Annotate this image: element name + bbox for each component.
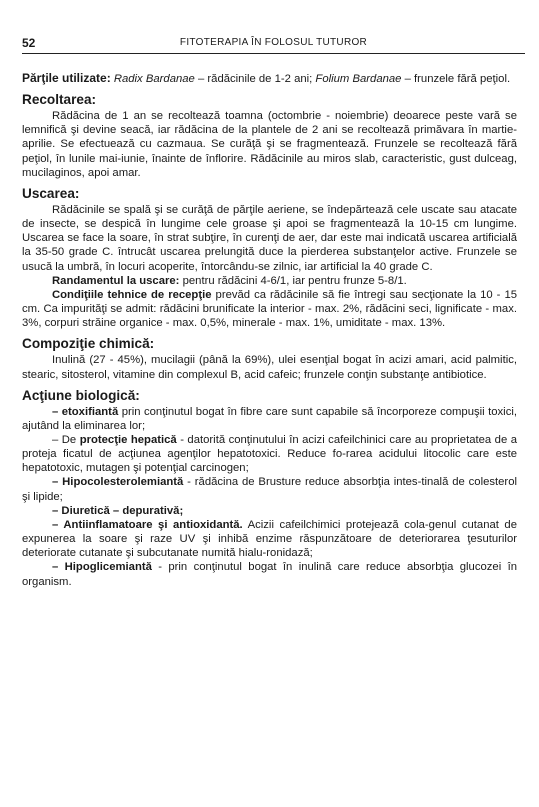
action-item-prefix: – De <box>52 433 80 446</box>
action-item <box>22 504 517 518</box>
action-item <box>22 518 517 560</box>
action-item <box>22 560 517 588</box>
drying-heading: Uscarea: <box>22 185 80 201</box>
drying-yield-text: pentru rădăcini 4-6/1, iar pentru frunze 5-8/1. <box>179 274 407 287</box>
action-item-label: – etoxifiantă <box>52 405 119 418</box>
page-header <box>22 34 525 52</box>
used-parts-label: Părţile utilizate: <box>22 71 111 85</box>
drying-paragraph: Rădăcinile se spală şi se curăţă de părţile aeriene, se îndepărtează cele uscate sau atacate de insecte, se despică în lungime cele groase şi apoi se fragmentează la 10-15 cm lungime. Uscarea se face la soare, în strat subţire, în curenţi de aer, dar este mai indicată uscarea artificială la 35-50 grade C. întrucât uscarea prelungită duce la pierderea substanţelor active. Frunzele se usucă la umbră, în locuri acoperite, întorcându-se zilnic, iar artificial la 40 grade C. <box>22 203 517 273</box>
header-rule <box>22 53 525 54</box>
reception-conditions-label: Condiţiile tehnice de recepţie <box>52 288 212 301</box>
radix-name: Radix Bardanae <box>113 73 195 85</box>
action-item <box>22 475 517 503</box>
action-item-label: – Hipocolesterolemiantă <box>52 476 184 489</box>
reception-conditions-text: prevăd ca rădăcinile să fie întregi sau secţionate la 10 - 15 cm. Ca impurităţi se admit: rădăcini brunificate la interior - max. 2%, rădăcini seci, lignificate - max. 3%, corpuri străine organice - max. 0,5%, minerale - max. 1%, umiditate - max. 13%. <box>22 288 518 330</box>
folium-description: – frunzele fără peţiol. <box>401 73 511 85</box>
action-item <box>22 405 517 433</box>
action-item-text: Acizii cafeilchimici protejează cola-genul cutanat de expunerea la soare şi raze UV şi inhibă enzime răspunzătoare de deteriorarea ţesuturilor deteriorate cutanate şi subcutanate numită hialu-ronidază; <box>22 518 517 560</box>
biological-action-heading: Acţiune biologică: <box>22 387 140 403</box>
action-item-label: – Antiinflamatoare şi antioxidantă. <box>52 518 243 531</box>
page-body <box>22 71 517 589</box>
reception-conditions-paragraph <box>22 288 517 330</box>
action-item-text: - prin conţinutul bogat în inulină care reduce absorbţia glucozei în organism. <box>22 561 517 588</box>
used-parts-paragraph <box>22 71 517 86</box>
action-item-text: - rădăcina de Brusture reduce absorbţia intes-tinală de colesterol şi lipide; <box>22 476 517 503</box>
action-item-text: - datorită conţinutului în acizi cafeilchinici care au proprietatea de a proteja ficatul de acţiunea agenţilor hepatotoxici. Reduce fo-rarea acidului litocolic care este hepatotoxic, mutagen şi potenţial carcinogen; <box>22 433 517 475</box>
action-item-label: protecţie hepatică <box>79 433 177 446</box>
action-item-label: – Hipoglicemiantă <box>52 561 152 574</box>
harvest-paragraph: Rădăcina de 1 an se recoltează toamna (octombrie - noiembrie) deoarece peste vară se lemnifică şi devine seacă, iar rădăcina de la plantele de 2 ani se recoltează primăvara în martie-aprilie. Se efectuează cu cazmaua. Se curăţă şi se fragmentează. Frunzele se recoltează fără peţiol, în lunile mai-iunie, înainte de înflorire. Rădăcinile au miros slab, caracteristic, gust dulceag, mucilaginos, apoi amar. <box>22 110 517 179</box>
drying-yield-label: Randamentul la uscare: <box>52 274 180 287</box>
composition-heading: Compoziţie chimică: <box>22 336 155 352</box>
action-item <box>22 433 517 475</box>
action-item-label: – Diuretică – depurativă; <box>52 504 184 517</box>
radix-description: – rădăcinile de 1-2 ani; <box>194 73 316 85</box>
folium-name: Folium Bardanae <box>315 73 402 85</box>
running-title: FITOTERAPIA ÎN FOLOSUL TUTUROR <box>179 37 368 48</box>
page-number: 52 <box>22 36 36 50</box>
harvest-heading: Recoltarea: <box>22 92 97 108</box>
composition-paragraph: Inulină (27 - 45%), mucilagii (până la 69%), ulei esenţial bogat în acizi amari, acid palmitic, stearic, sitosterol, vitamine din complexul B, acid cafeic; frunzele conţin substanţe antibiotice. <box>22 354 517 381</box>
action-item-text: prin conţinutul bogat în fibre care sunt capabile să încorporeze compuşii toxici, ajutând la eliminarea lor; <box>22 405 517 432</box>
drying-yield-paragraph <box>22 274 517 288</box>
